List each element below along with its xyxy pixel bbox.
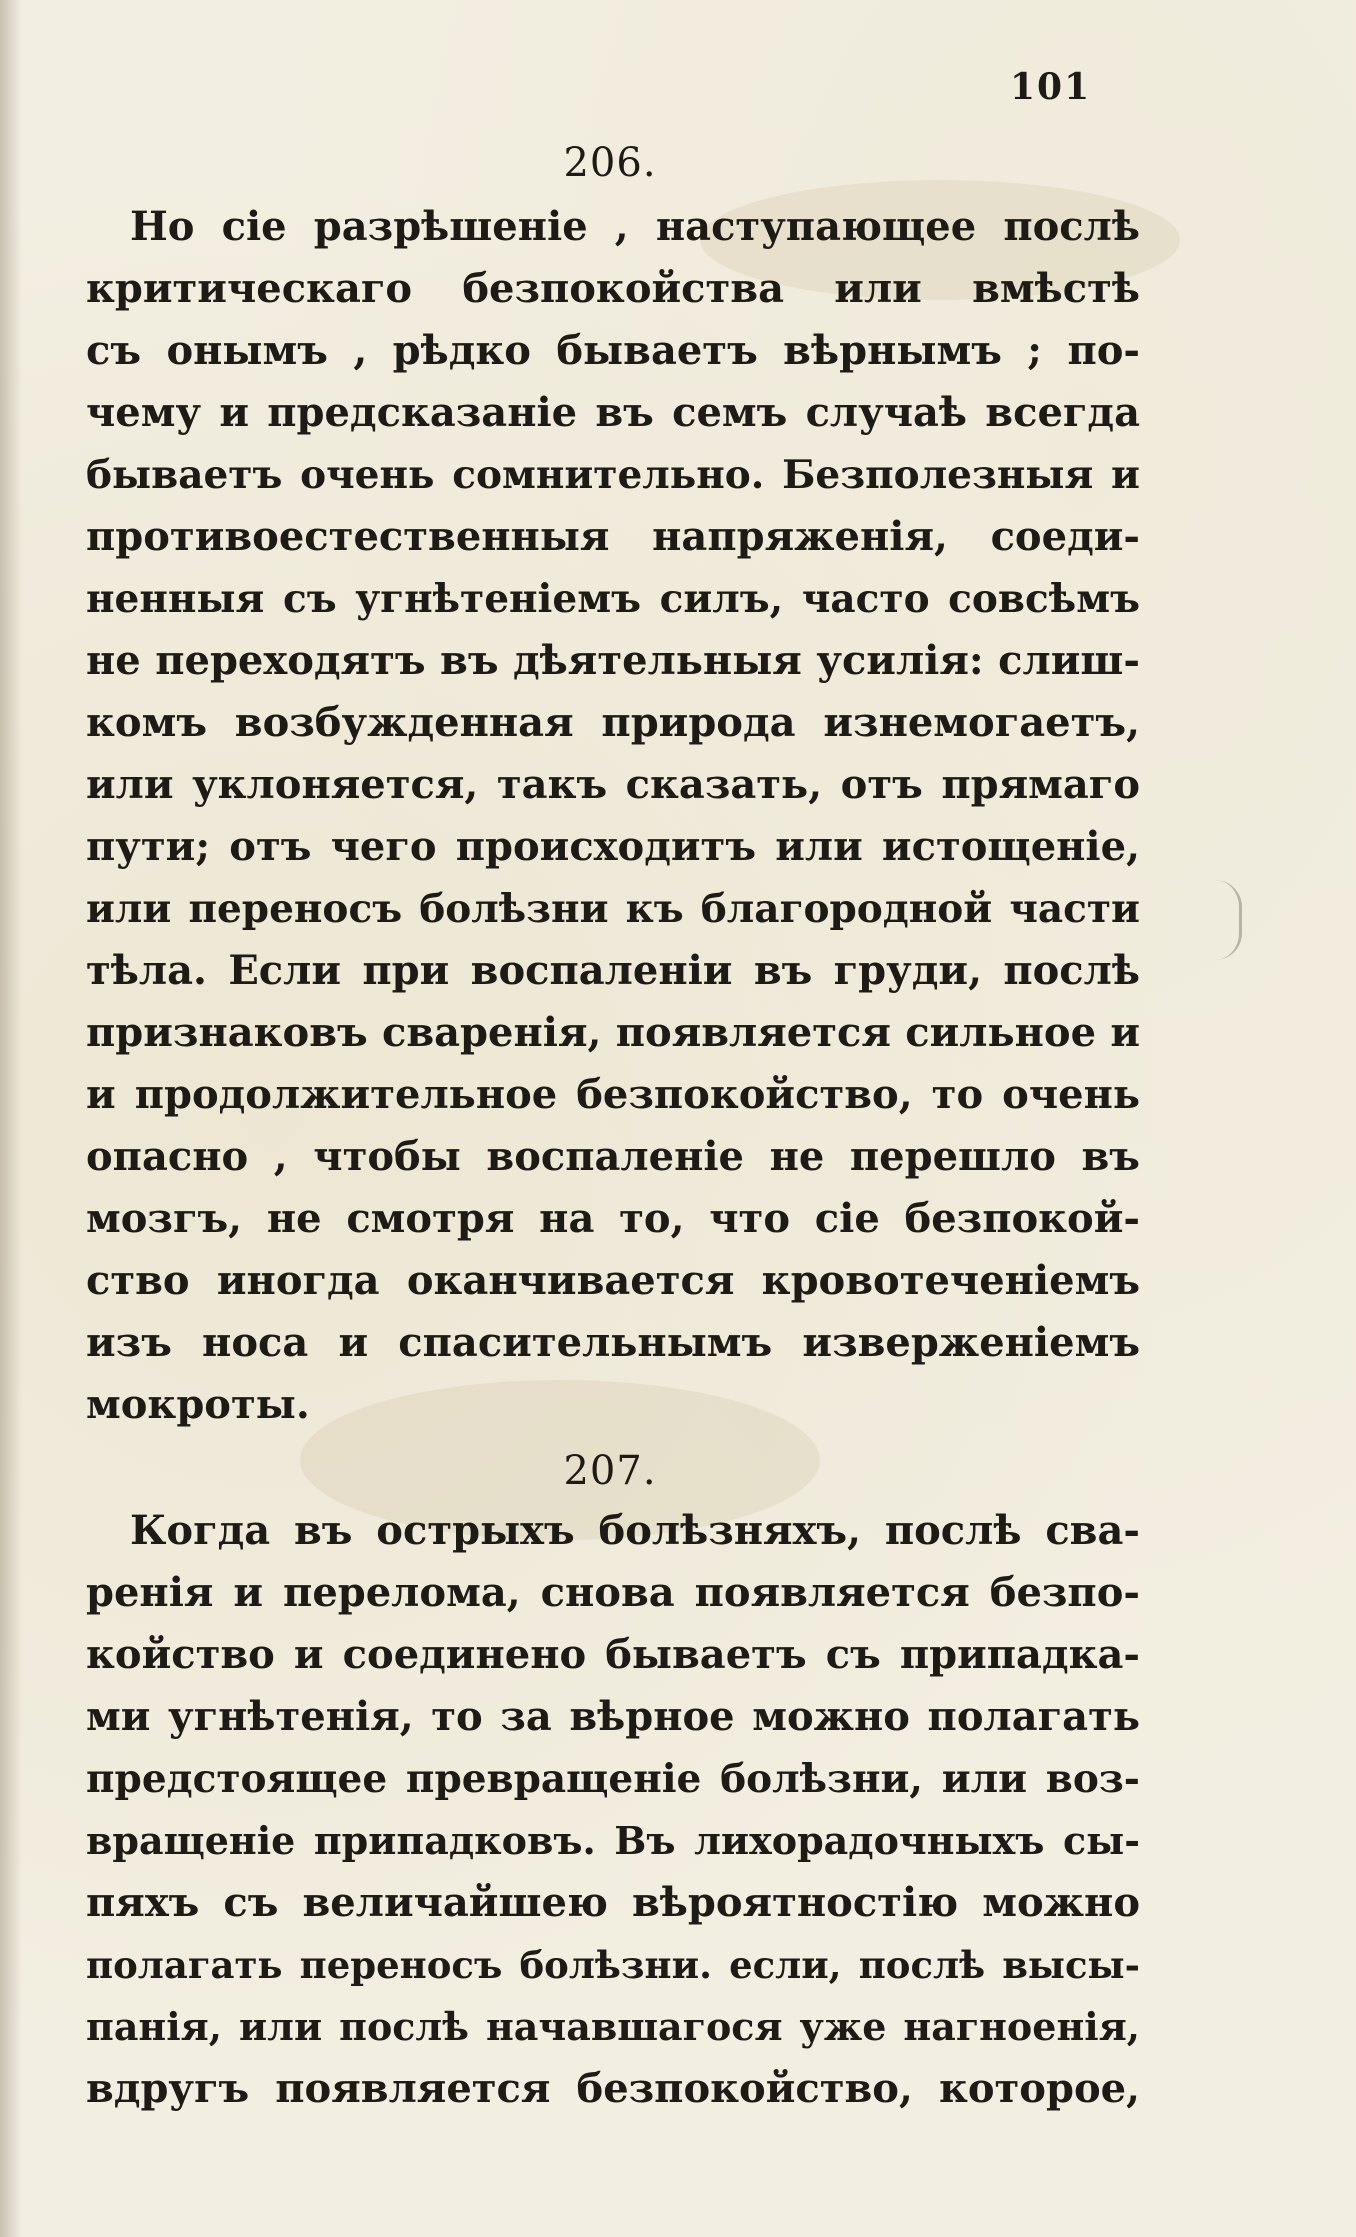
text-line: опасно , чтобы воспаленіе не перешло въ [86,1133,1140,1180]
text-line: койство и соединено бываетъ съ припадка- [86,1631,1140,1678]
text-line: изъ носа и спасительнымъ изверженіемъ [86,1319,1140,1366]
text-line: полагать переносъ болѣзни. если, послѣ высы- [86,1943,1140,1987]
margin-pencil-mark [1215,880,1242,960]
text-line: ми угнѣтенія, то за вѣрное можно полагать [86,1693,1140,1740]
text-line: мозгъ, не смотря на то, что сіе безпокой- [86,1195,1140,1242]
text-line: Но сіе разрѣшеніе , наступающее послѣ [130,203,1140,250]
text-line: ненныя съ угнѣтеніемъ силъ, часто совсѣмъ [86,576,1140,622]
text-line: и продолжительное безпокойство, то очень [86,1071,1140,1118]
text-line: съ онымъ , рѣдко бываетъ вѣрнымъ ; по- [86,327,1140,374]
text-line: пути; отъ чего происходитъ или истощеніе, [86,823,1140,870]
text-line: пяхъ съ величайшею вѣроятностію можно [86,1879,1140,1926]
page-gutter-shadow [0,0,22,2237]
text-line: критическаго безпокойства или вмѣстѣ [86,265,1140,312]
text-line: чему и предсказаніе въ семъ случаѣ всегда [86,389,1140,436]
page-number: 101 [1010,66,1092,108]
text-line: не переходятъ въ дѣятельныя усилія: слиш- [86,637,1140,684]
text-line: признаковъ свaренія, появляется сильное и [86,1009,1140,1056]
text-line: комъ возбужденная природа изнемогаетъ, [86,699,1140,746]
text-line: мокроты. [86,1381,310,1428]
text-line: ренія и перелома, снова появляется безпо- [86,1569,1140,1616]
text-line: вращеніе припадковъ. Въ лихорадочныхъ сы- [86,1818,1140,1863]
text-line: тѣла. Если при воспаленіи въ груди, послѣ [86,947,1140,994]
text-line: ство иногда оканчивается кровотеченіемъ [86,1257,1140,1304]
text-line: вдругъ появляется безпокойство, которое, [86,2065,1140,2112]
text-line: панія, или послѣ начавшагося уже нагноенія, [86,2004,1140,2049]
text-line: или переносъ болѣзни къ благородной части [86,886,1140,932]
text-line: или уклоняется, такъ сказать, отъ прямаго [86,761,1140,808]
text-line: бываетъ очень сомнительно. Безполезныя и [86,452,1140,498]
section-number: 206. [563,140,657,186]
text-line: Когда въ острыхъ болѣзняхъ, послѣ сва- [130,1507,1140,1554]
text-line: противоестественныя напряженія, соеди- [86,513,1140,560]
section-number: 207. [563,1448,657,1494]
text-line: предстоящее превращеніе болѣзни, или воз- [86,1756,1140,1802]
